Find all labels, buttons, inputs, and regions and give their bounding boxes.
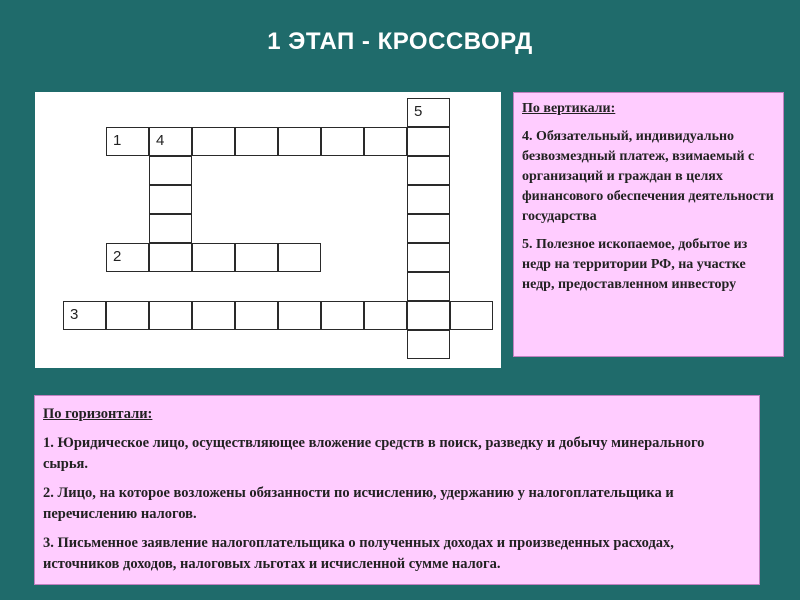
crossword-cell-3-7[interactable]: [321, 301, 364, 330]
crossword-cell-2-1[interactable]: [106, 243, 149, 272]
crossword-cell-3-2[interactable]: [106, 301, 149, 330]
crossword-cell-5-4[interactable]: [407, 185, 450, 214]
crossword-cell-4-2[interactable]: [149, 156, 192, 185]
crossword-cell-5-9[interactable]: [407, 330, 450, 359]
horizontal-clue-2: 2. Лицо, на которое возложены обязанности по исчислению, удержанию у налогоплательщика и перечислению налогов.: [43, 485, 674, 522]
crossword-cell-3-1[interactable]: [63, 301, 106, 330]
clue-number-4: 4: [156, 132, 165, 149]
crossword-cell-1-1[interactable]: [106, 127, 149, 156]
vertical-clue-4: 4. Обязательный, индивидуально безвозмездный платеж, взимаемый с организаций и граждан в целях финансового обеспечения деятельности государства: [522, 129, 774, 224]
crossword-cell-5-1[interactable]: [407, 98, 450, 127]
crossword-cell-1-3[interactable]: [192, 127, 235, 156]
crossword-cell-1-5[interactable]: [278, 127, 321, 156]
page-title: 1 ЭТАП - КРОССВОРД: [267, 28, 533, 55]
crossword-cell-5-3[interactable]: [407, 156, 450, 185]
crossword-cell-1-7[interactable]: [364, 127, 407, 156]
crossword-cell-3-4[interactable]: [192, 301, 235, 330]
crossword-cell-1-4[interactable]: [235, 127, 278, 156]
crossword-cell-3-8[interactable]: [364, 301, 407, 330]
vertical-clue-5: 5. Полезное ископаемое, добытое из недр на территории РФ, на участке недр, предоставленном инвестору: [522, 237, 748, 292]
crossword-cell-3-3[interactable]: [149, 301, 192, 330]
vertical-clues-panel: [513, 92, 784, 357]
crossword-cell-3-10[interactable]: [450, 301, 493, 330]
crossword-cell-4-3[interactable]: [149, 185, 192, 214]
crossword-cell-3-9[interactable]: [407, 301, 450, 330]
crossword-cell-3-6[interactable]: [278, 301, 321, 330]
crossword-cell-2-4[interactable]: [235, 243, 278, 272]
crossword-cell-5-5[interactable]: [407, 214, 450, 243]
clue-number-1: 1: [113, 132, 122, 149]
crossword-cell-1-6[interactable]: [321, 127, 364, 156]
crossword-grid: [35, 92, 501, 368]
crossword-cell-5-7[interactable]: [407, 272, 450, 301]
clue-number-3: 3: [70, 306, 79, 323]
horizontal-clue-1: 1. Юридическое лицо, осуществляющее вложение средств в поиск, разведку и добычу минерального сырья.: [43, 435, 705, 472]
crossword-cell-4-4[interactable]: [149, 214, 192, 243]
crossword-cell-5-6[interactable]: [407, 243, 450, 272]
vertical-clues-heading: По вертикали:: [522, 101, 616, 116]
crossword-cell-1-8[interactable]: [407, 127, 450, 156]
crossword-cell-2-5[interactable]: [278, 243, 321, 272]
crossword-cell-1-2[interactable]: [149, 127, 192, 156]
horizontal-clue-3: 3. Письменное заявление налогоплательщика о полученных доходах и произведенных расходах, источников доходов, налоговых льготах и исчисленной сумме налога.: [43, 535, 674, 572]
horizontal-clues-heading: По горизонтали:: [43, 406, 153, 422]
clue-number-2: 2: [113, 248, 122, 265]
clue-number-5: 5: [414, 103, 423, 120]
crossword-cell-2-2[interactable]: [149, 243, 192, 272]
horizontal-clues-panel: [34, 395, 760, 585]
crossword-cell-3-5[interactable]: [235, 301, 278, 330]
crossword-cell-2-3[interactable]: [192, 243, 235, 272]
